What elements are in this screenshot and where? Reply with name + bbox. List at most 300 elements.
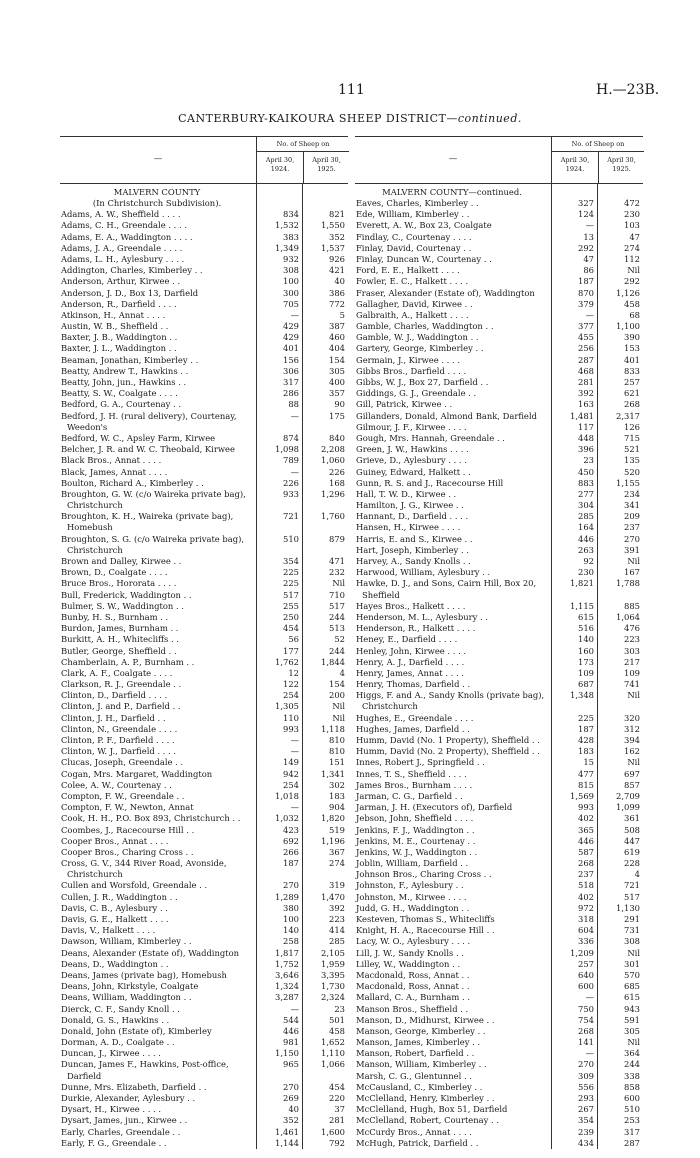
sheep-count-1925: 615 <box>624 992 640 1003</box>
sheep-count-1925: 1,099 <box>616 802 640 813</box>
sheep-count-1924: 993 <box>283 723 299 734</box>
owner-row <box>60 780 348 791</box>
owner-name-address: Clarkson, R. J., Greendale . . <box>61 679 182 690</box>
sheep-count-1925: 103 <box>624 220 640 231</box>
owner-row <box>60 299 348 310</box>
owner-row <box>355 679 643 690</box>
sheep-count-1924: 304 <box>578 500 594 511</box>
owner-name-address: Broughton, K. H., Waireka (private bag), <box>61 511 234 522</box>
sheep-count-1925: 2,317 <box>616 410 640 421</box>
sheep-count-1925: 517 <box>329 600 345 611</box>
owner-name-address: Deans, William, Waddington . . <box>61 992 192 1003</box>
sheep-count-1924: — <box>290 309 299 320</box>
sheep-count-1925: 4 <box>339 667 345 678</box>
sheep-count-1925: 305 <box>624 1025 640 1036</box>
sheep-count-1924: 187 <box>283 858 299 869</box>
owner-row <box>60 847 348 858</box>
sheep-count-1925: 4 <box>634 869 640 880</box>
right-column <box>355 136 643 1149</box>
sheep-count-1925: 285 <box>329 936 345 947</box>
sheep-count-1924: 255 <box>283 600 299 611</box>
section-heading-text: MALVERN COUNTY—continued. <box>382 186 522 197</box>
sheep-count-1925: 232 <box>329 567 345 578</box>
sheep-count-1924: 942 <box>283 768 299 779</box>
owner-row <box>355 411 643 422</box>
sheep-count-1924: 1,032 <box>275 813 299 824</box>
sheep-count-1924: 266 <box>283 846 299 857</box>
sheep-count-1925: 2,324 <box>321 992 345 1003</box>
title-text: CANTERBURY-KAIKOURA SHEEP DISTRICT— <box>178 112 458 125</box>
sheep-count-1924: 1,098 <box>275 444 299 455</box>
sheep-count-1924: 100 <box>283 276 299 287</box>
owner-row <box>355 221 643 232</box>
sheep-count-1924: 306 <box>283 365 299 376</box>
owner-row <box>355 735 643 746</box>
owner-row <box>60 1004 348 1015</box>
section-heading <box>60 187 348 198</box>
entry-continuation <box>60 545 348 556</box>
sheep-count-1925: 821 <box>329 209 345 220</box>
owner-name-address: Clinton, N., Greendale . . . . <box>61 723 178 734</box>
owner-row <box>355 1026 643 1037</box>
owner-row <box>60 937 348 948</box>
sheep-count-1925: 303 <box>624 645 640 656</box>
owner-row <box>355 579 643 590</box>
year-1925-label: April 30, 1925. <box>303 151 349 183</box>
owner-row <box>355 467 643 478</box>
owner-row <box>355 243 643 254</box>
sheep-count-1925: 1,600 <box>321 1126 345 1137</box>
owner-name-address: Colee, A. W., Courtenay . . <box>61 779 172 790</box>
sheep-count-1924: 269 <box>283 1093 299 1104</box>
sheep-count-1925: 1,537 <box>321 242 345 253</box>
sheep-count-1925: 1,652 <box>321 1037 345 1048</box>
sheep-count-1925: 274 <box>329 858 345 869</box>
sheep-count-1924: 13 <box>583 231 594 242</box>
owner-row <box>60 903 348 914</box>
sheep-count-1925: 154 <box>329 679 345 690</box>
sheep-count-1925: 217 <box>624 656 640 667</box>
sheep-count-1925: 591 <box>624 1014 640 1025</box>
sheep-count-1925: 37 <box>334 1104 345 1115</box>
sheep-count-1924: 3,646 <box>275 969 299 980</box>
sheep-count-1924: 1,532 <box>275 220 299 231</box>
owner-row <box>355 690 643 701</box>
left-column <box>60 136 348 1149</box>
owner-name-address: Giddings, G. J., Greendale . . <box>356 388 477 399</box>
sheep-count-1925: 390 <box>624 332 640 343</box>
sheep-count-1925: 226 <box>329 466 345 477</box>
owner-name-address: Manson Bros., Sheffield . . <box>356 1003 469 1014</box>
sheep-count-1924: 401 <box>283 343 299 354</box>
owner-row <box>60 612 348 623</box>
sheep-count-1925: 904 <box>329 802 345 813</box>
entry-continuation <box>60 500 348 511</box>
owner-row <box>355 903 643 914</box>
owner-row <box>60 288 348 299</box>
sheep-count-1924: 434 <box>578 1137 594 1148</box>
owner-row <box>355 1048 643 1059</box>
sheep-count-1924: 993 <box>578 802 594 813</box>
sheep-count-1924: 1,289 <box>275 891 299 902</box>
owner-name-address: Clark, A. F., Coalgate . . . . <box>61 667 173 678</box>
sheep-count-1924: 1,817 <box>275 947 299 958</box>
sheep-count-1925: 508 <box>624 824 640 835</box>
owner-row <box>60 758 348 769</box>
sheep-count-1924: 12 <box>288 667 299 678</box>
sheep-count-1924: 187 <box>578 276 594 287</box>
owner-row <box>355 232 643 243</box>
sheep-count-1924: 687 <box>578 679 594 690</box>
owner-row <box>355 612 643 623</box>
sheep-count-1924: 1,209 <box>570 947 594 958</box>
owner-row <box>355 388 643 399</box>
sheep-count-1924: 100 <box>283 914 299 925</box>
sheep-count-1925: 858 <box>624 1081 640 1092</box>
sheep-count-1924: 402 <box>578 891 594 902</box>
sheep-count-1924: 270 <box>578 1059 594 1070</box>
sheep-count-1925: 1,126 <box>616 287 640 298</box>
sheep-count-1924: 834 <box>283 209 299 220</box>
owner-name-address: Fraser, Alexander (Estate of), Waddington <box>356 287 535 298</box>
sheep-count-1924: 383 <box>283 231 299 242</box>
owner-row <box>355 344 643 355</box>
owner-row <box>355 478 643 489</box>
owner-row <box>60 366 348 377</box>
owner-name-address: Jarman, J. H. (Executors of), Darfield <box>356 802 513 813</box>
sheep-count-1925: 1,788 <box>616 578 640 589</box>
owner-row <box>355 1127 643 1138</box>
owner-row <box>355 847 643 858</box>
owner-name-address: Ede, William, Kimberley . . <box>356 209 470 220</box>
owner-row <box>355 433 643 444</box>
sheep-count-1924: 883 <box>578 477 594 488</box>
sheep-count-1924: — <box>290 466 299 477</box>
sheep-count-1924: 455 <box>578 332 594 343</box>
owner-name-address: Compton, F. W., Newton, Annat <box>61 802 194 813</box>
sheep-count-1925: 287 <box>624 1137 640 1148</box>
owner-row <box>355 623 643 634</box>
owner-row <box>60 444 348 455</box>
sheep-count-1925: 710 <box>329 589 345 600</box>
sheep-count-1924: 225 <box>283 578 299 589</box>
sheep-count-1925: 364 <box>624 1048 640 1059</box>
sheep-count-1925: 237 <box>624 522 640 533</box>
owner-name-address: Kesteven, Thomas S., Whitecliffs <box>356 914 495 925</box>
sheep-count-1924: 1,348 <box>570 690 594 701</box>
sheep-count-1925: 228 <box>624 858 640 869</box>
owner-row <box>355 981 643 992</box>
sheep-count-1925: Nil <box>627 556 640 567</box>
owner-name-address: Gilmour, J. F., Kirwee . . . . <box>356 421 467 432</box>
owner-row <box>60 746 348 757</box>
sheep-count-1924: 402 <box>578 813 594 824</box>
owner-name-address: Broughton, G. W. (c/o Waireka private bag), <box>61 488 246 499</box>
sheep-count-1925: 291 <box>624 914 640 925</box>
owner-row <box>60 925 348 936</box>
owner-row <box>60 623 348 634</box>
owner-row <box>60 1026 348 1037</box>
owner-row <box>355 746 643 757</box>
owner-name-address: Hart, Joseph, Kimberley . . <box>356 544 469 555</box>
sheep-count-1925: 352 <box>329 231 345 242</box>
owner-row <box>60 702 348 713</box>
sheep-count-1924: 448 <box>578 432 594 443</box>
sheep-count-1924: 47 <box>583 253 594 264</box>
sheep-count-1925: 520 <box>624 466 640 477</box>
page-number: 111 <box>338 82 365 98</box>
sheep-count-1925: 519 <box>329 824 345 835</box>
owner-name-address: Early, Charles, Greendale . . <box>61 1126 181 1137</box>
owner-name-address: Cogan, Mrs. Margaret, Waddington <box>61 768 213 779</box>
owner-name-address: Duncan, James F., Hawkins, Post-office, <box>61 1059 229 1070</box>
sheep-count-1925: 320 <box>624 712 640 723</box>
owner-row <box>355 668 643 679</box>
owner-name-address: Green, J. W., Hawkins . . . . <box>356 444 469 455</box>
sheep-count-1925: 253 <box>624 1115 640 1126</box>
owner-name-address: Henry, Thomas, Darfield . . <box>356 679 471 690</box>
owner-name-address: Cooper Bros., Charing Cross . . <box>61 846 194 857</box>
owner-name-address: Anderson, J. D., Box 13, Darfield <box>61 287 199 298</box>
sheep-count-1924: 267 <box>578 1104 594 1115</box>
sheep-count-1924: 230 <box>578 567 594 578</box>
sheep-count-label: No. of Sheep on <box>552 137 644 152</box>
owner-name-address: Jenkins, F. J., Waddington . . <box>356 824 475 835</box>
sheep-count-1925: 476 <box>624 623 640 634</box>
owner-row <box>355 914 643 925</box>
sheep-count-1924: 600 <box>578 981 594 992</box>
owner-row <box>355 198 643 209</box>
sheep-count-1924: 721 <box>283 511 299 522</box>
sheep-count-1924: 3,287 <box>275 992 299 1003</box>
owner-name-address: Donald, G. S., Hawkins . . <box>61 1014 170 1025</box>
sheep-count-1925: 5 <box>339 309 345 320</box>
owner-row <box>60 1037 348 1048</box>
owner-name-address: Manson, Robert, Darfield . . <box>356 1048 475 1059</box>
owner-name-address: Adams, C. H., Greendale . . . . <box>61 220 187 231</box>
owner-row <box>60 1093 348 1104</box>
owner-name-address: Belcher, J. R. and W. C. Theobald, Kirwee <box>61 444 235 455</box>
sheep-count-1924: 122 <box>283 679 299 690</box>
owner-name-address: Lilley, W., Waddington . . <box>356 958 461 969</box>
sheep-count-1925: 1,341 <box>321 768 345 779</box>
sheep-count-1924: 254 <box>283 690 299 701</box>
owner-name-address: Dierck, C. F., Sandy Knoll . . <box>61 1003 180 1014</box>
sheep-count-1925: 2,208 <box>321 444 345 455</box>
owner-row <box>355 892 643 903</box>
sheep-count-1924: 163 <box>578 399 594 410</box>
title-continued: continued. <box>457 112 522 125</box>
owner-row <box>60 377 348 388</box>
owner-name-address: Higgs, F. and A., Sandy Knolls (private bag), <box>356 690 545 701</box>
owner-row <box>60 679 348 690</box>
owner-name-address: Durkie, Alexander, Aylesbury . . <box>61 1093 196 1104</box>
sheep-count-1924: 640 <box>578 969 594 980</box>
sheep-count-1924: 454 <box>283 623 299 634</box>
sheep-count-1924: 270 <box>283 880 299 891</box>
sheep-count-1925: 3,395 <box>321 969 345 980</box>
owner-row <box>355 1037 643 1048</box>
sheep-count-1924: 258 <box>283 936 299 947</box>
sheep-count-1924: 15 <box>583 757 594 768</box>
owner-name-address: Black Bros., Annat . . . . <box>61 455 162 466</box>
owner-name-address: Bedford, G. A., Courtenay . . <box>61 399 181 410</box>
owner-name-address: Clinton, D., Darfield . . . . <box>61 690 168 701</box>
owner-name-address: McCurdy Bros., Annat . . . . <box>356 1126 472 1137</box>
owner-row <box>355 209 643 220</box>
owner-name-address: Harvey, A., Sandy Knolls . . <box>356 556 471 567</box>
owner-row <box>355 713 643 724</box>
sheep-count-1924: — <box>585 309 594 320</box>
owner-name-address: Atkinson, H., Annat . . . . <box>61 309 166 320</box>
owner-name-address: Macdonald, Ross, Annat . . <box>356 981 470 992</box>
sheep-count-1924: 239 <box>578 1126 594 1137</box>
owner-name-address: Gamble, W. J., Waddington . . <box>356 332 479 343</box>
owner-name-address: Cross, G. V., 344 River Road, Avonside, <box>61 858 227 869</box>
sheep-count-1925: 570 <box>624 969 640 980</box>
entry-continuation <box>60 1071 348 1082</box>
sheep-count-1925: 1,100 <box>616 321 640 332</box>
owner-name-address: Bunby, H. S., Burnham . . <box>61 611 169 622</box>
owner-row <box>60 635 348 646</box>
sheep-count-1925: 715 <box>624 432 640 443</box>
sheep-count-1924: 365 <box>578 824 594 835</box>
owner-name-address: Gough, Mrs. Hannah, Greendale . . <box>356 432 505 443</box>
sheep-count-1924: 292 <box>578 242 594 253</box>
owner-row <box>355 993 643 1004</box>
owner-row <box>355 1015 643 1026</box>
sheep-count-1925: 220 <box>329 1093 345 1104</box>
owner-row <box>355 769 643 780</box>
sheep-count-1925: Nil <box>627 1037 640 1048</box>
sheep-count-1924: 1,569 <box>570 790 594 801</box>
sheep-count-1925: 234 <box>624 488 640 499</box>
owner-name-address: Hansen, H., Kirwee . . . . <box>356 522 461 533</box>
sheep-count-1924: 429 <box>283 321 299 332</box>
sheep-count-1924: — <box>585 992 594 1003</box>
sheep-count-1925: 341 <box>624 500 640 511</box>
sheep-count-1924: 327 <box>578 198 594 209</box>
sheep-count-1924: 423 <box>283 824 299 835</box>
sheep-count-1925: 1,730 <box>321 981 345 992</box>
sheep-count-1925: 521 <box>624 444 640 455</box>
owner-name-address: Bulmer, S. W., Waddington . . <box>61 600 184 611</box>
sheep-count-1925: 361 <box>624 813 640 824</box>
sheep-count-1925: 414 <box>329 925 345 936</box>
owner-name-address: Ford, E. E., Halkett . . . . <box>356 265 460 276</box>
sheep-count-1925: 721 <box>624 880 640 891</box>
owner-row <box>355 355 643 366</box>
owner-row <box>355 456 643 467</box>
sheep-count-1924: 263 <box>578 544 594 555</box>
sheep-count-1924: 250 <box>283 611 299 622</box>
sheep-count-1925: 600 <box>624 1093 640 1104</box>
sheep-count-1925: 154 <box>329 354 345 365</box>
sheep-count-1924: 109 <box>578 667 594 678</box>
sheep-count-1925: 458 <box>329 1025 345 1036</box>
owner-address-continued: Weedon's <box>67 421 108 432</box>
sheep-count-1925: 386 <box>329 287 345 298</box>
owner-name-address: Dunne, Mrs. Elizabeth, Darfield . . <box>61 1081 207 1092</box>
owner-row <box>60 993 348 1004</box>
section-heading <box>355 187 643 198</box>
sheep-count-1924: 380 <box>283 902 299 913</box>
sheep-count-1925: 387 <box>329 321 345 332</box>
sheep-count-1924: 1,461 <box>275 1126 299 1137</box>
owner-row <box>60 657 348 668</box>
sheep-count-1924: 309 <box>578 1070 594 1081</box>
sheep-count-1925: 1,155 <box>616 477 640 488</box>
owner-name-address: Adams, J. A., Greendale . . . . <box>61 242 183 253</box>
right-column-header <box>355 136 643 184</box>
owner-row <box>60 724 348 735</box>
owner-name-address: Brown, D., Coalgate . . . . <box>61 567 168 578</box>
sheep-count-1925: 454 <box>329 1081 345 1092</box>
sheep-count-1924: 352 <box>283 1115 299 1126</box>
sheep-count-1924: 177 <box>283 645 299 656</box>
owner-name-address: Baxter, J. L., Waddington . . <box>61 343 177 354</box>
sheep-count-1925: 319 <box>329 880 345 891</box>
owner-name-address: Gartery, George, Kimberley . . <box>356 343 484 354</box>
owner-row <box>60 970 348 981</box>
sheep-count-1924: 173 <box>578 656 594 667</box>
sheep-count-1925: 308 <box>624 936 640 947</box>
owner-name-address: Gamble, Charles, Waddington . . <box>356 321 494 332</box>
owner-name-address: Beatty, Andrew T., Hawkins . . <box>61 365 189 376</box>
page-title <box>0 112 700 125</box>
sheep-count-1924: 281 <box>578 377 594 388</box>
sheep-count-1924: 705 <box>283 298 299 309</box>
entry-continuation <box>355 702 643 713</box>
sheep-count-1924: 140 <box>578 634 594 645</box>
owner-row <box>60 1082 348 1093</box>
owner-name-address: Brown and Dalley, Kirwee . . <box>61 556 182 567</box>
owner-row <box>355 1138 643 1149</box>
owner-row <box>60 344 348 355</box>
sheep-count-1924: 544 <box>283 1014 299 1025</box>
owner-name-address: Manson, William, Kimberley . . <box>356 1059 487 1070</box>
sheep-count-1925: 926 <box>329 253 345 264</box>
owner-row <box>355 635 643 646</box>
left-column-header <box>60 136 348 184</box>
owner-name-address: Cook, H. H., P.O. Box 893, Christchurch . . <box>61 813 241 824</box>
owner-name-address: Macdonald, Ross, Annat . . <box>356 969 470 980</box>
owner-row <box>60 232 348 243</box>
owner-name-address: Lill, J. W., Sandy Knolls . . <box>356 947 464 958</box>
owner-row <box>355 254 643 265</box>
sheep-count-1925: 517 <box>624 891 640 902</box>
owner-address-continued: Darfield <box>67 1070 102 1081</box>
owner-name-address: McClelland, Henry, Kimberley . . <box>356 1093 495 1104</box>
owner-address-continued: Sheffield <box>362 589 400 600</box>
owner-address-continued: Christchurch <box>67 500 123 511</box>
owner-name-address: Addington, Charles, Kimberley . . <box>61 265 203 276</box>
owner-row <box>60 601 348 612</box>
owner-name-address: Gallagher, David, Kirwee . . <box>356 298 473 309</box>
owner-row <box>60 511 348 522</box>
owner-row <box>355 1071 643 1082</box>
owner-name-address: Compton, F. W., Greendale . . <box>61 790 185 801</box>
sheep-count-1925: 1,196 <box>321 835 345 846</box>
sheep-count-1924: 1,115 <box>570 600 594 611</box>
sheep-count-1924: 446 <box>283 1025 299 1036</box>
owner-row <box>60 881 348 892</box>
sheep-count-1925: Nil <box>627 757 640 768</box>
sheep-count-1925: 731 <box>624 925 640 936</box>
owner-row <box>60 1060 348 1071</box>
owner-name-address: Johnson Bros., Charing Cross . . <box>356 869 492 880</box>
owner-name-address: Coombes, J., Racecourse Hill . . <box>61 824 195 835</box>
